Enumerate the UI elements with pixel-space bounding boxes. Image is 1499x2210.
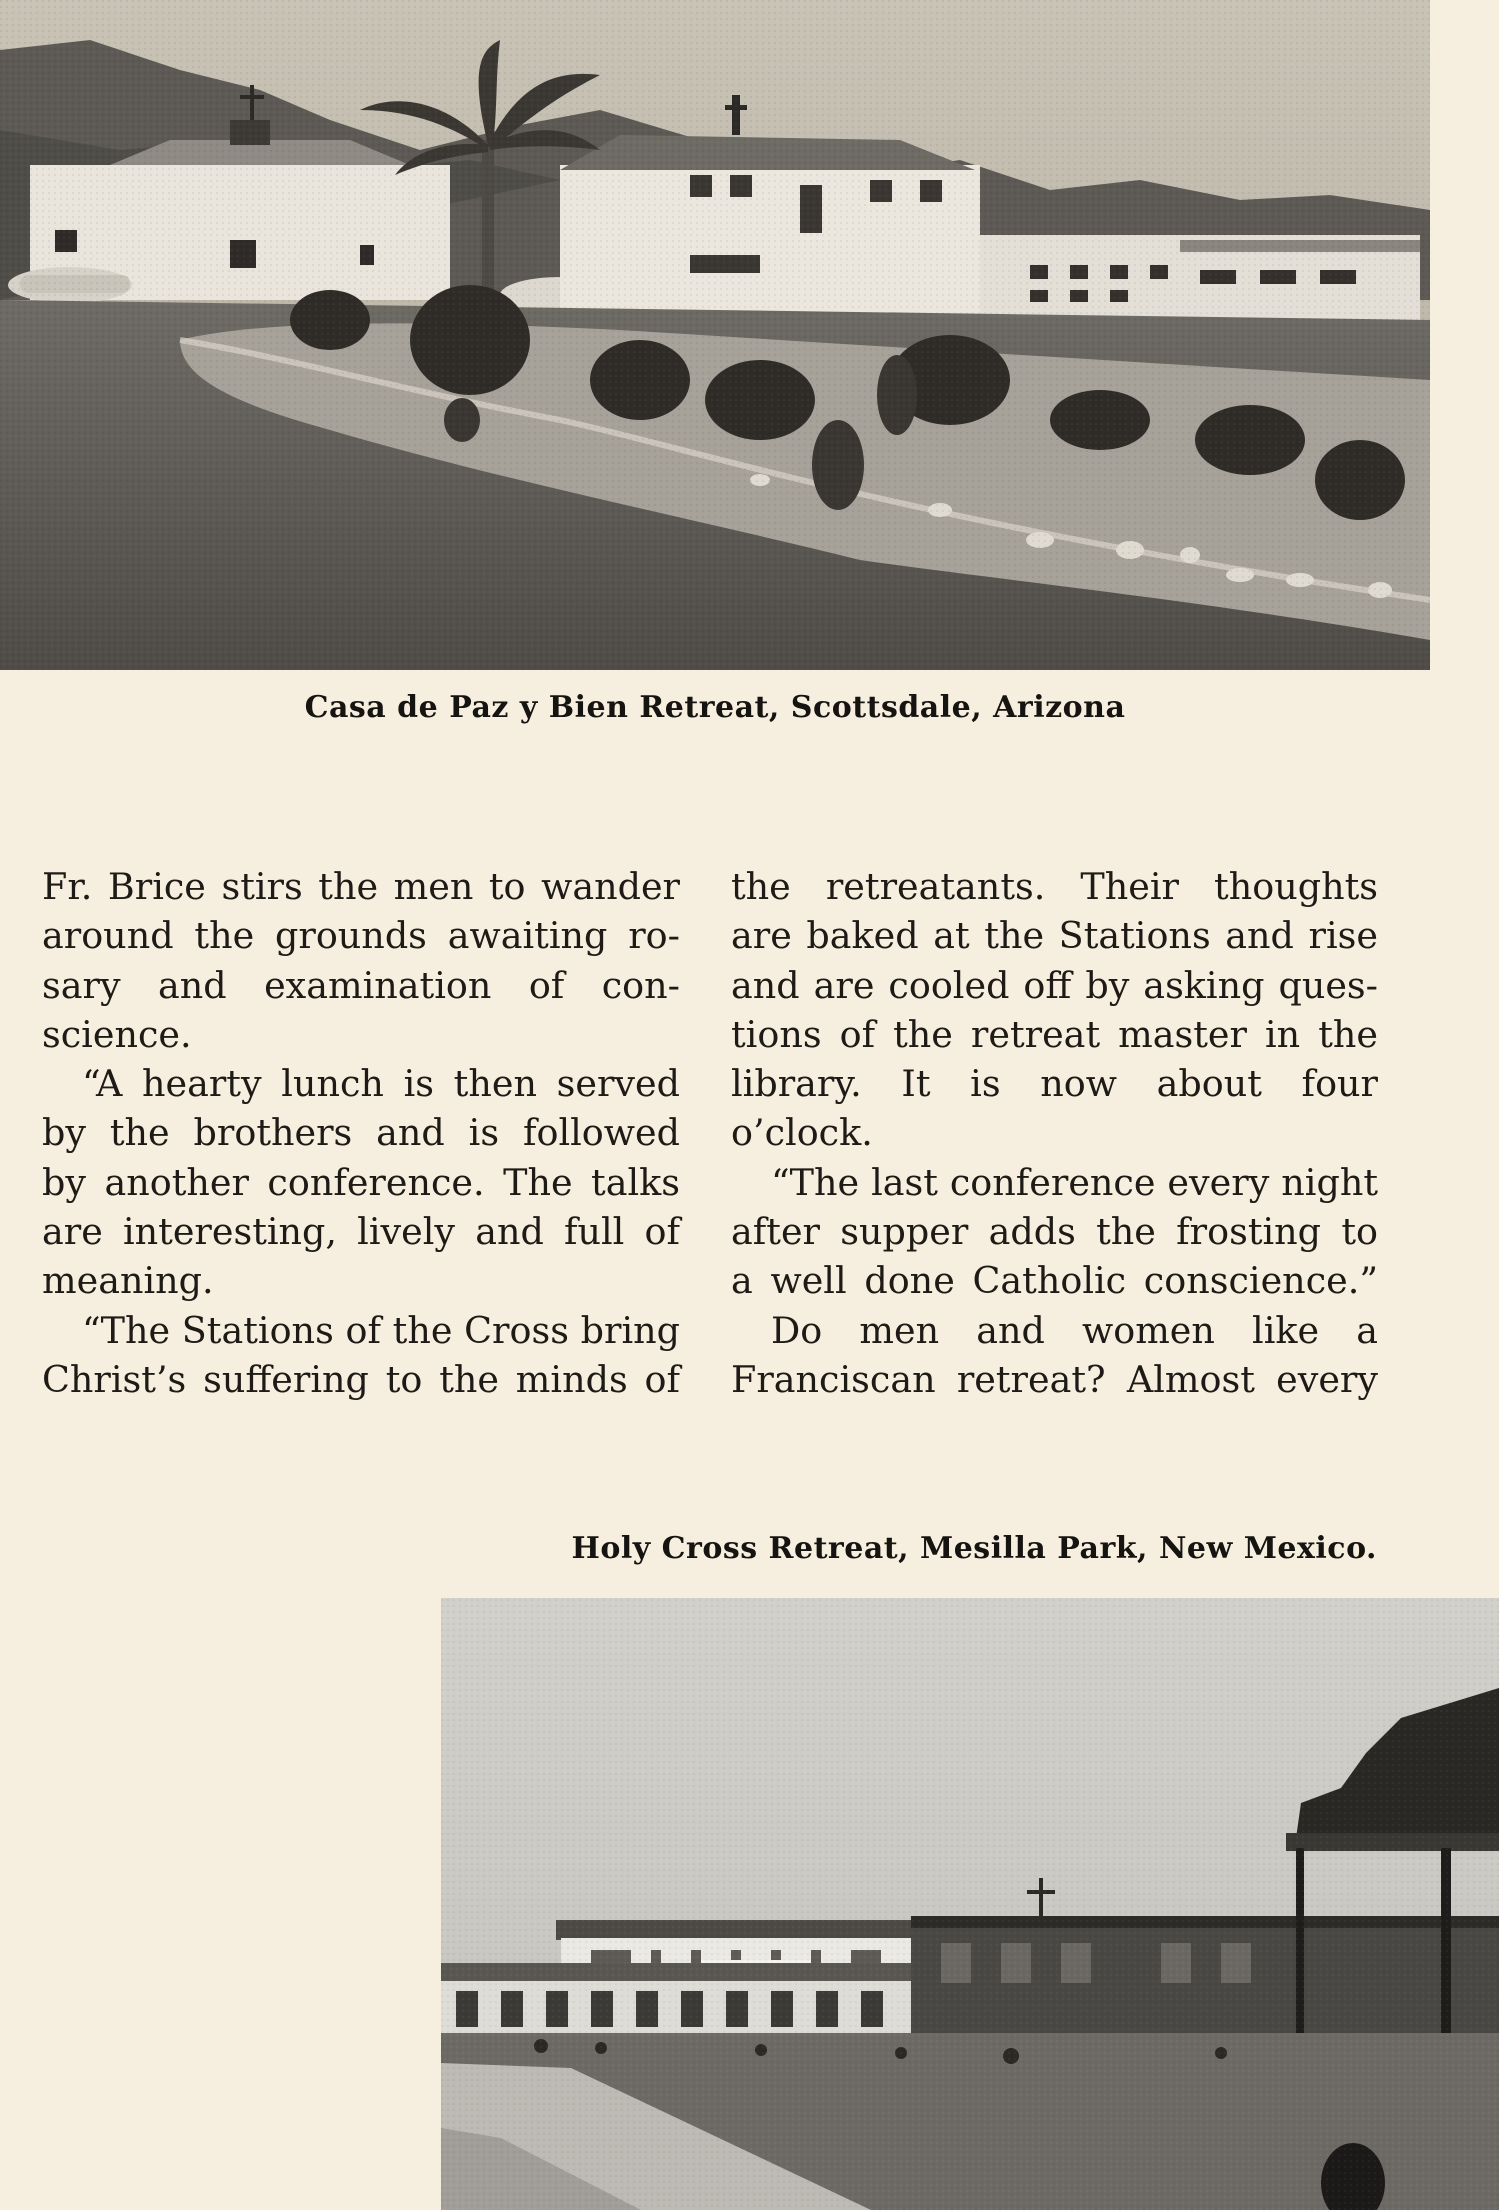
text-line: by the brothers and is followed bbox=[42, 1111, 680, 1155]
text-line: library. It is now about four bbox=[731, 1062, 1378, 1106]
text-line: a well done Catholic conscience.” bbox=[731, 1259, 1378, 1303]
text-line: by another conference. The talks bbox=[42, 1160, 680, 1204]
photo-holy-cross-retreat bbox=[441, 1598, 1499, 2210]
text-line: “The Stations of the Cross bring bbox=[82, 1308, 680, 1352]
text-line: Franciscan retreat? Almost every bbox=[731, 1357, 1378, 1401]
article-right-column bbox=[731, 862, 1378, 1404]
photo-caption-top: Casa de Paz y Bien Retreat, Scottsdale, Arizona bbox=[304, 690, 1126, 725]
text-line: are baked at the Stations and rise bbox=[731, 914, 1378, 958]
text-line: after supper adds the frosting to bbox=[731, 1210, 1378, 1254]
text-line: and are cooled off by asking ques- bbox=[731, 963, 1378, 1007]
photo-caption-bottom: Holy Cross Retreat, Mesilla Park, New Mexico. bbox=[571, 1531, 1377, 1566]
text-line: meaning. bbox=[42, 1259, 214, 1303]
text-line: tions of the retreat master in the bbox=[731, 1012, 1378, 1056]
text-line: Fr. Brice stirs the men to wander bbox=[42, 865, 680, 908]
text-line: “A hearty lunch is then served bbox=[82, 1062, 680, 1106]
article-left-column bbox=[42, 862, 680, 1404]
text-line: “The last conference every night bbox=[771, 1160, 1378, 1204]
photo-casa-de-paz-retreat bbox=[0, 0, 1430, 670]
text-line: Christ’s suffering to the minds of bbox=[42, 1357, 680, 1401]
text-line: science. bbox=[42, 1012, 192, 1056]
text-line: around the grounds awaiting ro- bbox=[42, 914, 680, 958]
text-line: Do men and women like a bbox=[771, 1308, 1378, 1352]
text-line: o’clock. bbox=[731, 1111, 873, 1155]
text-line: sary and examination of con- bbox=[42, 963, 680, 1007]
text-line: the retreatants. Their thoughts bbox=[731, 865, 1378, 908]
text-line: are interesting, lively and full of bbox=[42, 1210, 680, 1254]
